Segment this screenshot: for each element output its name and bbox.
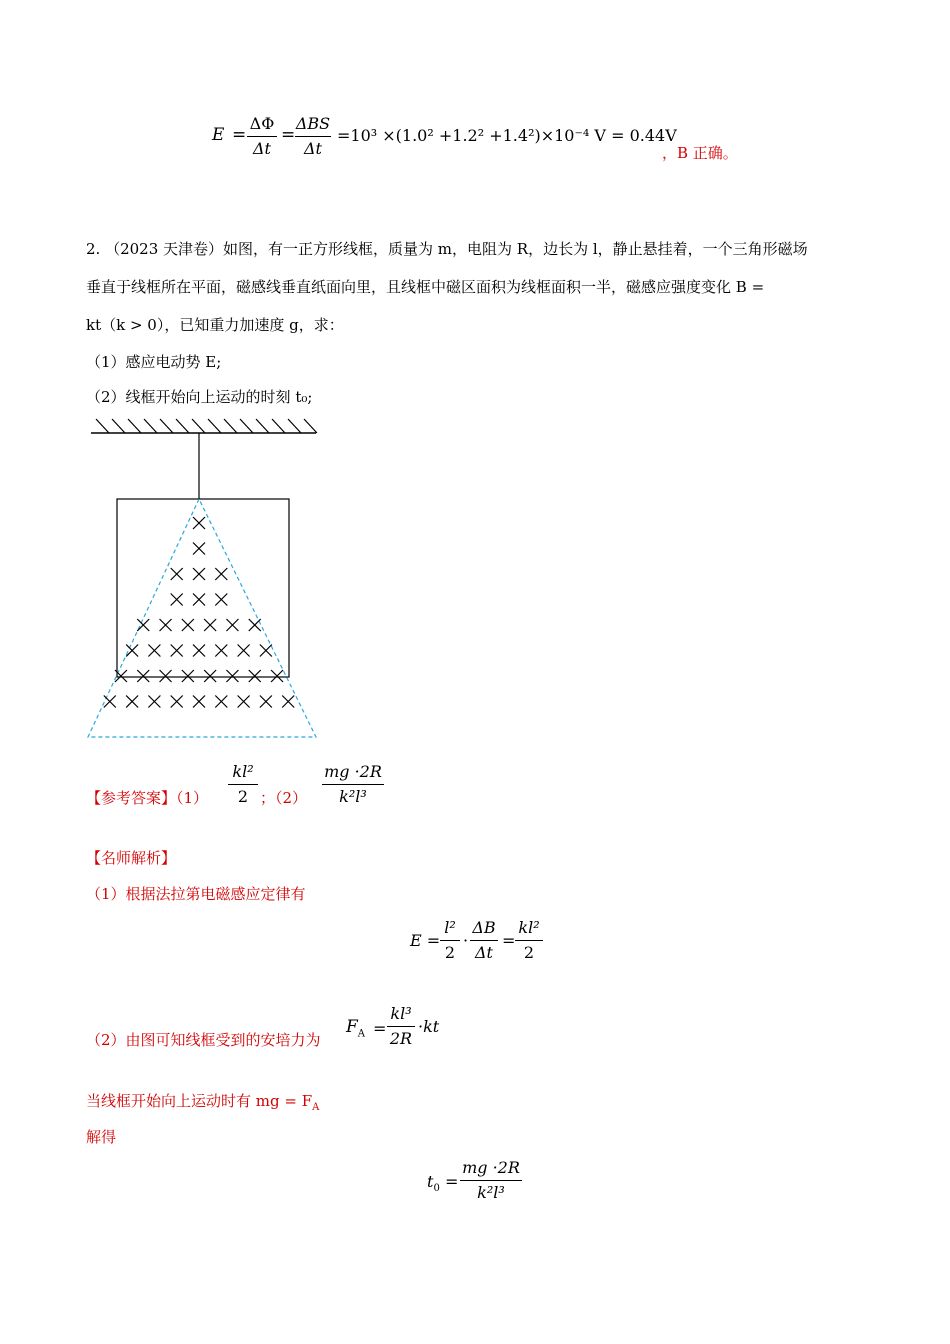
field-cross	[249, 670, 261, 682]
field-cross	[271, 670, 283, 682]
denominator: k²l³	[477, 1183, 505, 1202]
analysis-step-1: （1）根据法拉第电磁感应定律有	[86, 885, 306, 903]
field-cross	[238, 696, 250, 708]
eq2-equals: =	[373, 1019, 387, 1038]
numerator: l²	[444, 918, 456, 937]
field-cross	[137, 670, 149, 682]
field-cross	[204, 619, 216, 631]
field-cross	[238, 645, 250, 657]
field-cross	[193, 696, 205, 708]
field-cross	[104, 696, 116, 708]
field-cross	[215, 696, 227, 708]
field-cross	[171, 568, 183, 580]
eq-sign: =	[232, 125, 247, 145]
numerator: ΔΦ	[249, 114, 275, 133]
field-cross	[226, 619, 238, 631]
eq1-fraction-kl2-2	[515, 918, 543, 963]
eq1-lhs: E =	[410, 931, 441, 950]
eq2-fraction-kl3-2r	[387, 1004, 415, 1049]
eq2-tail: ·kt	[418, 1017, 440, 1036]
hatch-mark	[96, 419, 109, 433]
numerator: mg ·2R	[462, 1158, 520, 1177]
field-cross	[215, 594, 227, 606]
hatch-mark	[128, 419, 141, 433]
field-cross	[193, 517, 205, 529]
hatch-mark	[112, 419, 125, 433]
hatch-mark	[160, 419, 173, 433]
problem-line-3: kt（k > 0），已知重力加速度 g，求：	[86, 316, 344, 334]
denominator: 2	[237, 787, 249, 806]
analysis-step-3	[86, 1091, 319, 1111]
eq3-fraction	[460, 1158, 522, 1203]
hatch-mark	[224, 419, 237, 433]
numerator: ΔB	[472, 918, 496, 937]
field-cross	[160, 670, 172, 682]
numerator: kl²	[232, 762, 254, 781]
field-cross	[226, 670, 238, 682]
question-1: （1）感应电动势 E;	[86, 353, 222, 371]
ceiling-hatching	[96, 419, 317, 433]
analysis-step-4: 解得	[86, 1128, 117, 1146]
field-cross	[193, 568, 205, 580]
eq2-lhs-subscript: A	[357, 1028, 366, 1040]
eq3-lhs-subscript: 0	[433, 1183, 440, 1195]
square-frame	[117, 499, 289, 677]
eq1-fraction-db-dt	[470, 918, 498, 963]
triangle-magnetic-field	[88, 499, 316, 737]
hatch-mark	[272, 419, 285, 433]
denominator: 2	[523, 943, 535, 962]
denominator: Δt	[304, 139, 322, 158]
eq3-lhs	[427, 1172, 440, 1195]
hatch-mark	[304, 419, 317, 433]
analysis-step-2: （2）由图可知线框受到的安培力为	[86, 1031, 321, 1049]
field-cross	[260, 645, 272, 657]
field-cross	[260, 696, 272, 708]
eq-E: E	[212, 125, 225, 145]
field-cross	[160, 619, 172, 631]
field-cross	[193, 543, 205, 555]
magnetic-field-crosses	[104, 517, 294, 708]
hatch-mark	[144, 419, 157, 433]
fraction-dbs-dt	[295, 114, 331, 159]
field-cross	[126, 696, 138, 708]
hatch-mark	[176, 419, 189, 433]
denominator: k²l³	[339, 787, 367, 806]
denominator: 2R	[389, 1029, 413, 1048]
question-2: （2）线框开始向上运动的时刻 t₀;	[86, 388, 313, 406]
field-cross	[215, 568, 227, 580]
numerator: ΔBS	[295, 114, 331, 133]
eq1-dot: ·	[463, 931, 469, 950]
eq-sign: =	[281, 125, 296, 145]
eq3-equals: =	[445, 1172, 459, 1191]
field-cross	[215, 645, 227, 657]
denominator: Δt	[475, 943, 493, 962]
analysis-label: 【名师解析】	[86, 849, 177, 867]
problem-line-2: 垂直于线框所在平面，磁感线垂直纸面向里，且线框中磁区面积为线框面积一半，磁感应强度变化 B =	[86, 278, 765, 296]
eq2-lhs	[346, 1017, 366, 1040]
denominator: 2	[444, 943, 456, 962]
denominator: Δt	[253, 139, 271, 158]
field-cross	[204, 670, 216, 682]
field-cross	[182, 619, 194, 631]
numerator: mg ·2R	[324, 762, 382, 781]
field-cross	[193, 594, 205, 606]
field-cross	[193, 645, 205, 657]
answer-1-fraction	[228, 762, 258, 807]
analysis-step-3-subscript: A	[312, 1102, 320, 1113]
eq2-lhs-symbol: F	[346, 1017, 358, 1037]
eq3-lhs-symbol: t	[427, 1172, 434, 1191]
field-cross	[126, 645, 138, 657]
eq-comment: ，B 正确。	[662, 144, 738, 162]
problem-figure	[86, 415, 326, 745]
numerator: kl²	[518, 918, 540, 937]
hatch-mark	[256, 419, 269, 433]
field-cross	[148, 696, 160, 708]
field-cross	[282, 696, 294, 708]
field-cross	[182, 670, 194, 682]
hatch-mark	[240, 419, 253, 433]
answer-separator: ；（2）	[260, 789, 308, 807]
answer-label: 【参考答案】（1）	[86, 789, 209, 807]
answer-2-fraction	[322, 762, 384, 807]
hatch-mark	[208, 419, 221, 433]
field-cross	[171, 645, 183, 657]
field-cross	[137, 619, 149, 631]
hatch-mark	[288, 419, 301, 433]
hatch-mark	[192, 419, 205, 433]
field-cross	[148, 645, 160, 657]
top-equation	[0, 0, 950, 200]
analysis-step-3-text: 当线框开始向上运动时有 mg = F	[86, 1092, 313, 1110]
eq-expression: =10³ ×(1.0² +1.2² +1.4²)×10⁻⁴ V = 0.44V	[337, 126, 677, 145]
numerator: kl³	[390, 1004, 412, 1023]
field-cross	[249, 619, 261, 631]
field-cross	[171, 594, 183, 606]
problem-line-1: 2. （2023 天津卷）如图，有一正方形线框，质量为 m，电阻为 R，边长为 l，静止悬挂着，一个三角形磁场	[86, 240, 808, 258]
field-cross	[171, 696, 183, 708]
eq1-equals: =	[502, 931, 516, 950]
eq1-fraction-l2-2	[440, 918, 460, 963]
fraction-dphi-dt	[247, 114, 277, 159]
